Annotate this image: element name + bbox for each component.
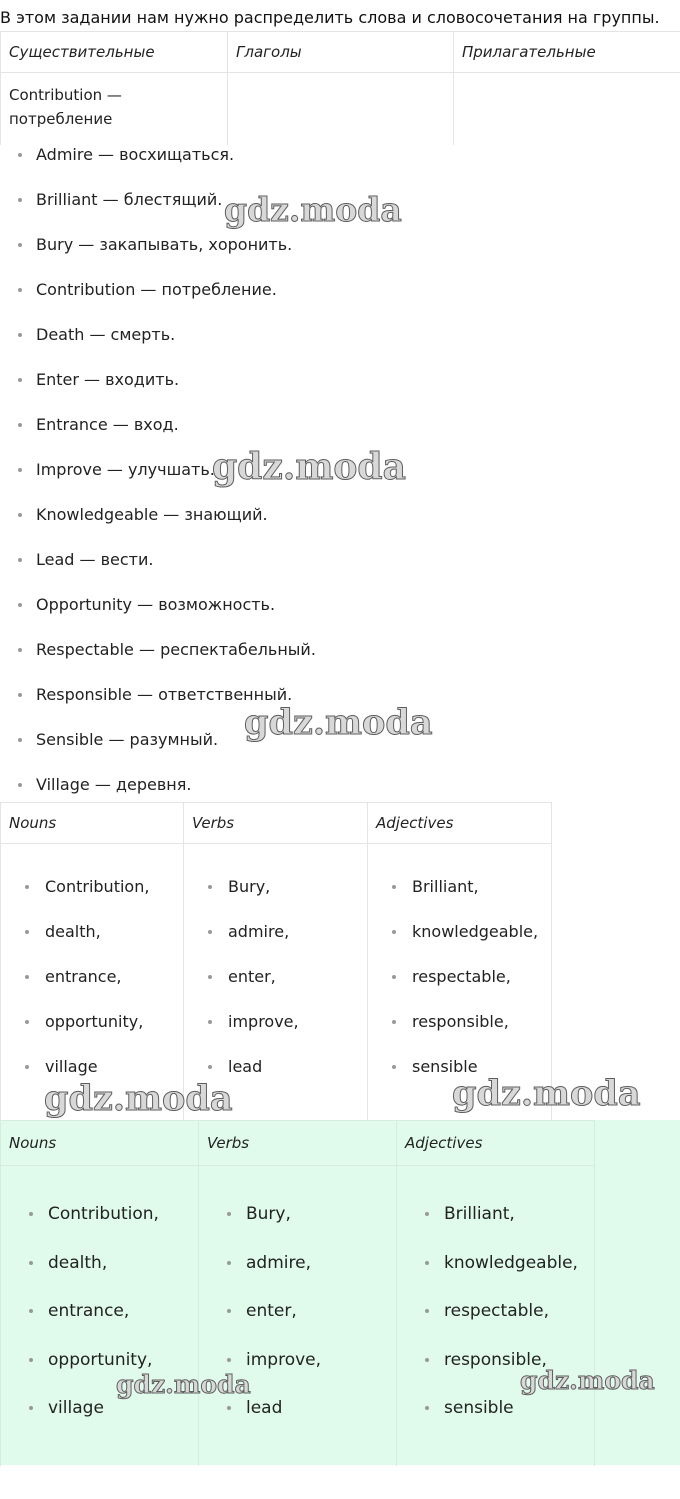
- bullet-icon: [227, 1261, 231, 1265]
- bullet-icon: [227, 1358, 231, 1362]
- bullet-icon: [425, 1358, 429, 1362]
- list-item: Contribution — потребление.: [0, 267, 316, 312]
- watermark: gdz.moda: [224, 190, 402, 229]
- bullet-icon: [425, 1309, 429, 1313]
- answer-header-verbs: Verbs: [199, 1121, 397, 1166]
- bullet-icon: [18, 153, 22, 157]
- list-item: village: [1, 1384, 198, 1433]
- bullet-icon: [392, 930, 396, 934]
- list-item: respectable,: [368, 954, 551, 999]
- bullet-icon: [18, 783, 22, 787]
- bullet-icon: [18, 558, 22, 562]
- watermark: gdz.moda: [244, 702, 433, 743]
- bullet-icon: [29, 1309, 33, 1313]
- header-nouns-ru: Существительные: [1, 32, 228, 73]
- bullet-icon: [18, 288, 22, 292]
- bullet-icon: [392, 1020, 396, 1024]
- header-verbs-ru: Глаголы: [228, 32, 454, 73]
- cell-nouns-ru: Contribution — потребление: [1, 73, 228, 146]
- watermark: gdz.moda: [116, 1370, 251, 1399]
- answer-block: [0, 1120, 680, 1465]
- bullet-icon: [227, 1212, 231, 1216]
- bullet-icon: [18, 243, 22, 247]
- header-nouns: Nouns: [1, 803, 184, 844]
- list-item: Contribution,: [1, 864, 183, 909]
- bullet-icon: [29, 1358, 33, 1362]
- list-item: entrance,: [1, 954, 183, 999]
- bullet-icon: [425, 1406, 429, 1410]
- bullet-icon: [208, 1020, 212, 1024]
- list-item: Village — деревня.: [0, 762, 316, 807]
- answer-cell-adjectives: [397, 1166, 595, 1467]
- list-item: sensible: [397, 1384, 594, 1433]
- list-item: Contribution,: [1, 1190, 198, 1239]
- list-item: opportunity,: [1, 999, 183, 1044]
- list-item: enter,: [199, 1287, 396, 1336]
- bullet-icon: [425, 1261, 429, 1265]
- bullet-icon: [18, 333, 22, 337]
- list-item: knowledgeable,: [368, 909, 551, 954]
- bullet-icon: [25, 1065, 29, 1069]
- list-item: Death — смерть.: [0, 312, 316, 357]
- list-item: improve,: [199, 1336, 396, 1385]
- bullet-icon: [392, 885, 396, 889]
- answer-cell-verbs: [199, 1166, 397, 1467]
- list-item: Respectable — респектабельный.: [0, 627, 316, 672]
- bullet-icon: [208, 975, 212, 979]
- list-item: entrance,: [1, 1287, 198, 1336]
- nouns-list: [1, 844, 183, 1089]
- bullet-icon: [18, 603, 22, 607]
- list-item: Opportunity — возможность.: [0, 582, 316, 627]
- list-item: Admire — восхищаться.: [0, 132, 316, 177]
- list-item: Improve — улучшать.: [0, 447, 316, 492]
- bullet-icon: [227, 1406, 231, 1410]
- adjectives-list: [368, 844, 551, 1089]
- header-adjectives-ru: Прилагательные: [454, 32, 680, 73]
- list-item: Brilliant — блестящий.: [0, 177, 316, 222]
- bullet-icon: [208, 930, 212, 934]
- list-item: village: [1, 1044, 183, 1089]
- list-item: respectable,: [397, 1287, 594, 1336]
- list-item: Bury,: [199, 1190, 396, 1239]
- bullet-icon: [18, 738, 22, 742]
- bullet-icon: [25, 1020, 29, 1024]
- list-item: Bury — закапывать, хоронить.: [0, 222, 316, 267]
- list-item: dealth,: [1, 1239, 198, 1288]
- list-item: Entrance — вход.: [0, 402, 316, 447]
- list-item: Bury,: [184, 864, 367, 909]
- watermark: gdz.moda: [212, 446, 406, 488]
- list-item: Brilliant,: [397, 1190, 594, 1239]
- list-item: Lead — вести.: [0, 537, 316, 582]
- bullet-icon: [25, 975, 29, 979]
- list-item: Brilliant,: [368, 864, 551, 909]
- list-item: improve,: [184, 999, 367, 1044]
- bullet-icon: [227, 1309, 231, 1313]
- list-item: sensible: [368, 1044, 551, 1089]
- bullet-icon: [208, 885, 212, 889]
- list-item: lead: [184, 1044, 367, 1089]
- list-item: responsible,: [368, 999, 551, 1044]
- cell-adjectives-ru: [454, 73, 680, 146]
- bullet-icon: [18, 378, 22, 382]
- bullet-icon: [18, 648, 22, 652]
- task-intro: В этом задании нам нужно распределить слова и словосочетания на группы.: [0, 8, 660, 27]
- list-item: dealth,: [1, 909, 183, 954]
- answer-header-nouns: Nouns: [1, 1121, 199, 1166]
- bullet-icon: [425, 1212, 429, 1216]
- header-verbs: Verbs: [184, 803, 368, 844]
- bullet-icon: [18, 693, 22, 697]
- list-item: enter,: [184, 954, 367, 999]
- bullet-icon: [392, 1065, 396, 1069]
- list-item: responsible,: [397, 1336, 594, 1385]
- bullet-icon: [18, 198, 22, 202]
- answer-table: [0, 1120, 595, 1466]
- list-item: lead: [199, 1384, 396, 1433]
- bullet-icon: [29, 1261, 33, 1265]
- bullet-icon: [25, 930, 29, 934]
- watermark: gdz.moda: [452, 1073, 641, 1114]
- list-item: knowledgeable,: [397, 1239, 594, 1288]
- list-item: Responsible — ответственный.: [0, 672, 316, 717]
- bullet-icon: [18, 468, 22, 472]
- bullet-icon: [29, 1406, 33, 1410]
- watermark: gdz.moda: [44, 1078, 233, 1119]
- groups-table-ru: [0, 31, 680, 145]
- list-item: Knowledgeable — знающий.: [0, 492, 316, 537]
- bullet-icon: [18, 513, 22, 517]
- bullet-icon: [392, 975, 396, 979]
- bullet-icon: [208, 1065, 212, 1069]
- verbs-list: [184, 844, 367, 1089]
- bullet-icon: [25, 885, 29, 889]
- list-item: Enter — входить.: [0, 357, 316, 402]
- list-item: opportunity,: [1, 1336, 198, 1385]
- list-item: Sensible — разумный.: [0, 717, 316, 762]
- bullet-icon: [18, 423, 22, 427]
- header-adjectives: Adjectives: [368, 803, 552, 844]
- answer-header-adjectives: Adjectives: [397, 1121, 595, 1166]
- answer-cell-nouns: [1, 1166, 199, 1467]
- list-item: admire,: [184, 909, 367, 954]
- bullet-icon: [29, 1212, 33, 1216]
- watermark: gdz.moda: [520, 1366, 655, 1395]
- list-item: admire,: [199, 1239, 396, 1288]
